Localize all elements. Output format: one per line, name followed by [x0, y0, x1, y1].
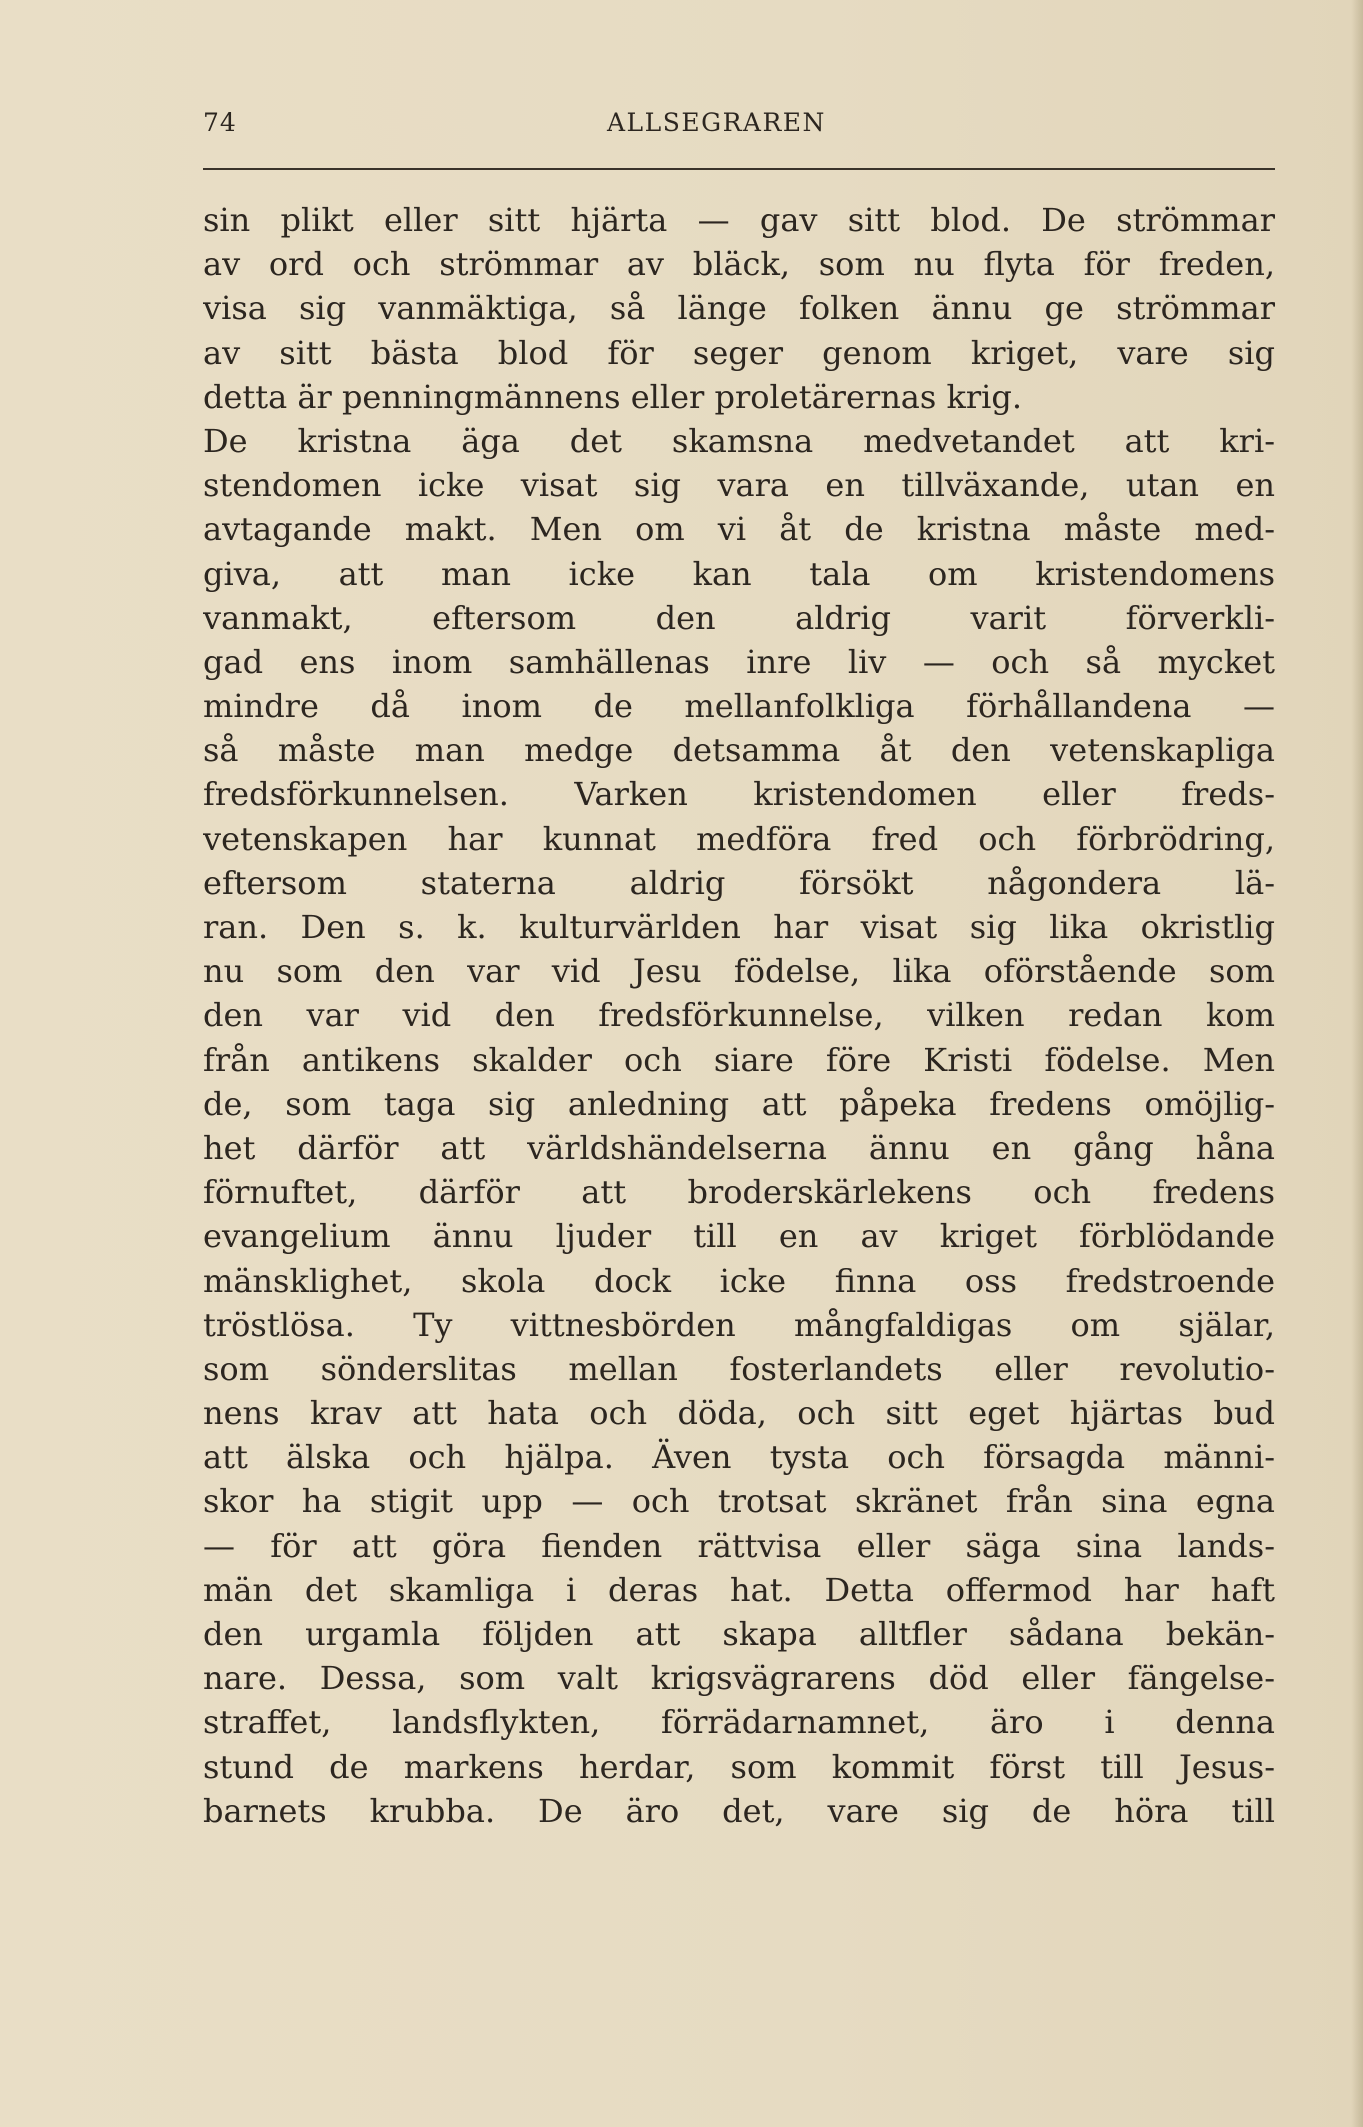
body-text [203, 198, 1275, 1833]
text-line: evangelium ännu ljuder till en av kriget förblödande [203, 1217, 1275, 1256]
text-line: avtagande makt. Men om vi åt de kristna måste med- [203, 510, 1275, 549]
text-line: förnuftet, därför att broderskärlekens och fredens [203, 1173, 1275, 1212]
text-line: den var vid den fredsförkunnelse, vilken redan kom [203, 996, 1275, 1035]
text-line: nare. Dessa, som valt krigsvägrarens död eller fängelse- [203, 1659, 1275, 1698]
text-line: vetenskapen har kunnat medföra fred och förbrödring, [203, 819, 1275, 858]
text-line: — för att göra fienden rättvisa eller säga sina lands- [203, 1526, 1275, 1565]
text-line: att älska och hjälpa. Även tysta och försagda männi- [203, 1438, 1275, 1477]
text-line: het därför att världshändelserna ännu en gång håna [203, 1128, 1275, 1167]
text-line: nu som den var vid Jesu födelse, lika oförstående som [203, 952, 1275, 991]
text-line: giva, att man icke kan tala om kristendomens [203, 554, 1275, 593]
text-line: tröstlösa. Ty vittnesbörden mångfaldigas om själar, [203, 1305, 1275, 1344]
text-line: visa sig vanmäktiga, så länge folken ännu ge strömmar [203, 289, 1275, 328]
text-line: fredsförkunnelsen. Varken kristendomen eller freds- [203, 775, 1275, 814]
text-line: nens krav att hata och döda, och sitt eget hjärtas bud [203, 1394, 1275, 1433]
page-edge [1351, 0, 1363, 2127]
text-line: eftersom staterna aldrig försökt någondera lä- [203, 863, 1275, 902]
text-line: barnets krubba. De äro det, vare sig de höra till [203, 1791, 1275, 1830]
text-line: de, som taga sig anledning att påpeka fredens omöjlig- [203, 1084, 1275, 1123]
running-title: ALLSEGRAREN [607, 108, 826, 137]
text-line: från antikens skalder och siare före Kristi födelse. Men [203, 1040, 1275, 1079]
page-number: 74 [203, 108, 237, 137]
text-line: stund de markens herdar, som kommit först till Jesus- [203, 1747, 1275, 1786]
text-line: så måste man medge detsamma åt den vetenskapliga [203, 731, 1275, 770]
text-line: De kristna äga det skamsna medvetandet att kri- [203, 421, 1275, 460]
text-line: mindre då inom de mellanfolkliga förhållandena — [203, 687, 1275, 726]
text-line: vanmakt, eftersom den aldrig varit förverkli- [203, 598, 1275, 637]
text-line: som sönderslitas mellan fosterlandets eller revolutio- [203, 1349, 1275, 1388]
text-line: straffet, landsflykten, förrädarnamnet, äro i denna [203, 1703, 1275, 1742]
text-line: av ord och strömmar av bläck, som nu flyta för freden, [203, 245, 1275, 284]
text-line: sin plikt eller sitt hjärta — gav sitt blod. De strömmar [203, 201, 1275, 239]
text-line: mänsklighet, skola dock icke finna oss fredstroende [203, 1261, 1275, 1300]
text-line: stendomen icke visat sig vara en tillväxande, utan en [203, 466, 1275, 505]
header-rule [203, 168, 1275, 170]
text-line: gad ens inom samhällenas inre liv — och så mycket [203, 642, 1275, 681]
text-line: män det skamliga i deras hat. Detta offermod har haft [203, 1570, 1275, 1609]
page-header [203, 108, 1275, 158]
text-line: detta är penningmännens eller proletärernas krig. [203, 377, 1023, 416]
text-line: ran. Den s. k. kulturvärlden har visat sig lika okristlig [203, 908, 1275, 946]
text-line: den urgamla följden att skapa alltfler sådana bekän- [203, 1615, 1275, 1653]
text-line: av sitt bästa blod för seger genom kriget, vare sig [203, 333, 1275, 372]
text-line: skor ha stigit upp — och trotsat skränet från sina egna [203, 1482, 1275, 1521]
